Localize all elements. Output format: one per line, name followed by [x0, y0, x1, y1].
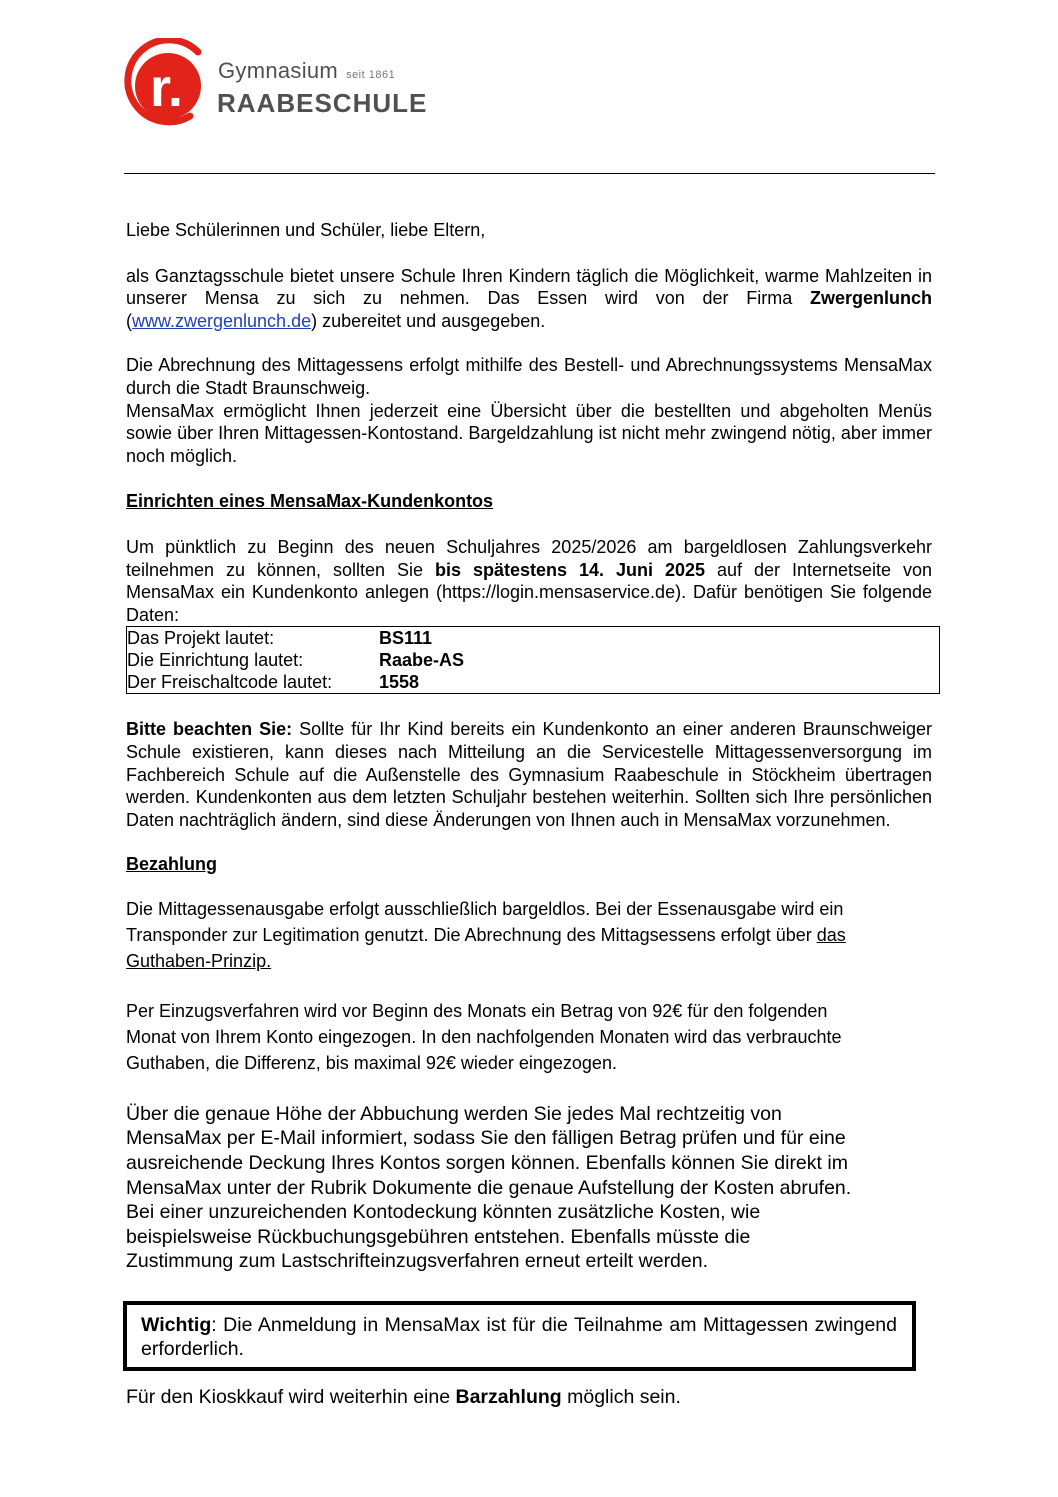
table-label: Der Freischaltcode lautet:	[127, 672, 333, 693]
table-value: 1558	[379, 672, 420, 693]
payment-line: Über die genaue Höhe der Abbuchung werden Sie jedes Mal rechtzeitig von	[126, 1102, 782, 1125]
logo-title	[218, 58, 395, 84]
important-label: Wichtig	[141, 1314, 212, 1337]
payment-line: Guthaben, die Differenz, bis maximal 92€ wieder eingezogen.	[126, 1052, 617, 1073]
table-row	[127, 627, 940, 650]
payment-line: Zustimmung zum Lastschrifteinzugsverfahren erneut erteilt werden.	[126, 1250, 709, 1273]
header-divider	[124, 173, 935, 174]
kiosk-paragraph	[126, 1385, 932, 1410]
intro-text-end: ) zubereitet und ausgegeben.	[311, 310, 546, 331]
deadline: bis spätestens 14. Juni 2025	[435, 559, 706, 580]
section-heading-account: Einrichten eines MensaMax-Kundenkontos	[126, 491, 494, 512]
zwergenlunch-link[interactable]: www.zwergenlunch.de	[132, 310, 312, 331]
payment-paragraph-3	[126, 1102, 932, 1274]
billing-paragraph-2: MensaMax ermöglicht Ihnen jederzeit eine Übersicht über die bestellten und abgeholten Menüs sowie über Ihren Mittagessen-Kontostand. Bargeldzahlung ist nicht mehr zwingend nötig, aber immer noch möglich.	[126, 400, 932, 466]
intro-paragraph	[126, 265, 932, 333]
kiosk-text: Für den Kioskkauf wird weiterhin eine	[126, 1386, 456, 1409]
school-logo-icon	[118, 38, 210, 128]
logo-letter: r.	[150, 58, 184, 118]
payment-line: Monat von Ihrem Konto eingezogen. In den nachfolgenden Monaten wird das verbrauchte	[126, 1026, 842, 1047]
payment-line-text: Transponder zur Legitimation genutzt. Die Abrechnung des Mittagsessens erfolgt über	[126, 924, 817, 945]
logo-since: seit 1861	[346, 69, 396, 81]
table-row	[127, 671, 940, 694]
table-value: Raabe-AS	[379, 650, 465, 671]
greeting: Liebe Schülerinnen und Schüler, liebe Eltern,	[126, 220, 486, 240]
important-notice-box	[123, 1301, 916, 1371]
intro-text: als Ganztagsschule bietet unsere Schule Ihren Kindern täglich die Möglichkeit, warme Mahlzeiten in unserer Mensa zu sich zu nehmen. Das Essen wird von der Firma	[126, 265, 932, 309]
payment-paragraph-2	[126, 998, 932, 1076]
intro-text-paren: (	[126, 310, 132, 331]
kiosk-cash: Barzahlung	[455, 1386, 562, 1409]
note-text: Sollte für Ihr Kind bereits ein Kundenkonto an einer anderen Braunschweiger Schule existieren, kann dieses nach Mitteilung an die Servicestelle Mittagessenversorgung im Fachbereich Schule auf die Außenstelle des Gymnasium Raabeschule in Stöckheim übertragen werden. Kundenkonten aus dem letzten Schuljahr bestehen weiterhin. Sollten sich Ihre persönlichen Daten nachträglich ändern, sind diese Änderungen von Ihnen auch in MensaMax vorzunehmen.	[126, 719, 932, 830]
important-notice	[141, 1313, 897, 1361]
letter-body	[126, 219, 932, 1410]
credit-principle-link: das	[816, 924, 846, 945]
payment-line	[126, 922, 932, 948]
account-data-table	[126, 626, 940, 694]
logo-school-name: RAABESCHULE	[217, 88, 428, 118]
note-label: Bitte beachten Sie:	[126, 719, 293, 740]
company-name: Zwergenlunch	[809, 288, 932, 309]
credit-principle-text: Guthaben-Prinzip.	[126, 950, 272, 971]
payment-line: Die Mittagessenausgabe erfolgt ausschließlich bargeldlos. Bei der Essenausgabe wird ein	[126, 898, 844, 919]
section-heading-payment: Bezahlung	[126, 854, 218, 875]
school-logo	[118, 38, 448, 128]
note-paragraph	[126, 718, 932, 831]
important-text: : Die Anmeldung in MensaMax ist für die Teilnahme am Mittagessen zwingend erforderlich.	[141, 1314, 897, 1361]
account-text-end: auf der Internetseite von MensaMax ein Kundenkonto anlegen (https://login.mensaservice.de). Dafür benötigen Sie folgende Daten:	[126, 559, 933, 625]
payment-line: MensaMax unter der Rubrik Dokumente die genaue Aufstellung der Kosten abrufen.	[126, 1176, 852, 1199]
payment-line: beispielsweise Rückbuchungsgebühren entstehen. Ebenfalls müsste die	[126, 1225, 751, 1248]
logo-line1: Gymnasium	[218, 58, 339, 83]
payment-line: Per Einzugsverfahren wird vor Beginn des Monats ein Betrag von 92€ für den folgenden	[126, 1000, 828, 1021]
payment-line: Bei einer unzureichenden Kontodeckung könnten zusätzliche Kosten, wie	[126, 1201, 761, 1224]
table-value: BS111	[379, 628, 433, 649]
account-paragraph	[126, 536, 932, 626]
table-label: Das Projekt lautet:	[127, 628, 275, 649]
account-text: Um pünktlich zu Beginn des neuen Schuljahres 2025/2026 am bargeldlosen Zahlungsverkehr teilnehmen zu können, sollten Sie	[126, 536, 932, 580]
billing-paragraph-1: Die Abrechnung des Mittagessens erfolgt mithilfe des Bestell- und Abrechnungssystems MensaMax durch die Stadt Braunschweig.	[126, 355, 932, 398]
kiosk-text-end: möglich sein.	[561, 1386, 681, 1409]
table-row	[127, 649, 940, 671]
payment-paragraph-1	[126, 896, 932, 974]
payment-line: ausreichende Deckung Ihres Kontos sorgen können. Ebenfalls können Sie direkt im	[126, 1152, 848, 1175]
payment-line: MensaMax per E-Mail informiert, sodass Sie den fälligen Betrag prüfen und für eine	[126, 1127, 846, 1150]
table-label: Die Einrichtung lautet:	[127, 650, 304, 671]
